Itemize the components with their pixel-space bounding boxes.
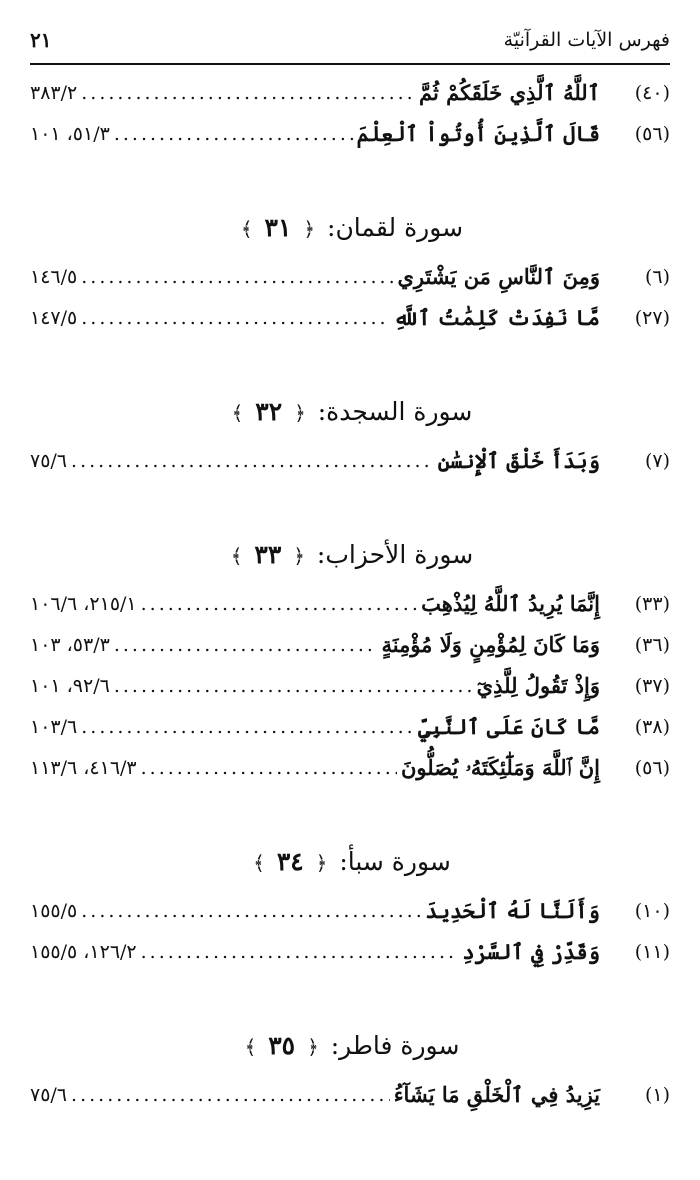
surah-number: ٣٢ bbox=[255, 397, 283, 426]
surah-section-fatir bbox=[30, 1024, 670, 1115]
index-row bbox=[30, 890, 670, 931]
ornate-bracket-open: ﴿ bbox=[293, 544, 305, 568]
verse-text: ٱللَّهُ ٱلَّذِي خَلَقَكُمْ ثُمَّ bbox=[419, 80, 600, 105]
index-row bbox=[30, 297, 670, 338]
page-reference: ٤١٦/٣، ١١٣/٦ bbox=[30, 756, 137, 779]
leader-dots bbox=[81, 266, 393, 288]
page-reference: ١٥٥/٥ bbox=[30, 899, 78, 922]
verse-text: يَزِيدُ فِي ٱلْخَلْقِ مَا يَشَآءُ bbox=[393, 1082, 600, 1107]
header-rule bbox=[30, 63, 670, 65]
verse-text: إِنَّمَا يُرِيدُ ٱللَّهُ لِيُذْهِبَ bbox=[421, 591, 600, 616]
page-reference: ٢١٥/١، ١٠٦/٦ bbox=[30, 592, 137, 615]
page-reference: ١٤٧/٥ bbox=[30, 306, 78, 329]
ornate-bracket-close: ﴾ bbox=[253, 851, 265, 875]
ornate-bracket-close: ﴾ bbox=[231, 401, 244, 425]
index-row bbox=[30, 113, 670, 154]
page-reference: ٧٥/٦ bbox=[30, 1083, 68, 1106]
index-row bbox=[30, 665, 670, 706]
index-row bbox=[30, 583, 670, 624]
page-reference: ٧٥/٦ bbox=[30, 449, 68, 472]
page-number: ٢١ bbox=[30, 28, 52, 52]
verse-number: (٣٧) bbox=[634, 674, 670, 697]
verse-number: (٣٨) bbox=[634, 715, 670, 738]
verse-text: وَبَدَأَ خَلْقَ ٱلْإِنسَٰنِ bbox=[437, 448, 600, 473]
leader-dots bbox=[71, 1084, 390, 1106]
surah-name: سورة فاطر: bbox=[330, 1031, 460, 1060]
ornate-bracket-open: ﴿ bbox=[303, 217, 316, 241]
index-row bbox=[30, 256, 670, 297]
verse-text: مَّا كَانَ عَلَى ٱلنَّبِيِّ bbox=[418, 714, 600, 739]
index-row bbox=[30, 931, 670, 972]
surah-name: سورة السجدة: bbox=[317, 397, 473, 426]
verse-number: (١١) bbox=[634, 940, 670, 963]
page-reference: ١٤٦/٥ bbox=[30, 265, 78, 288]
surah-number: ٣٣ bbox=[254, 540, 282, 569]
leader-dots bbox=[141, 593, 418, 615]
surah-number: ٣١ bbox=[264, 213, 292, 242]
surah-name: سورة الأحزاب: bbox=[316, 540, 474, 569]
top-rows bbox=[30, 72, 670, 154]
verse-text: إِنَّ ٱللَّهَ وَمَلَٰٓئِكَتَهُۥ يُصَلُّونَ bbox=[400, 754, 600, 780]
verse-text: وَمِنَ ٱلنَّاسِ مَن يَشْتَرِي bbox=[397, 264, 600, 289]
ornate-bracket-close: ﴾ bbox=[230, 544, 243, 568]
verse-number: (١٠) bbox=[634, 899, 670, 922]
running-title: فهرس الآيات القرآنيّة bbox=[503, 29, 670, 51]
surah-section-saba bbox=[30, 840, 670, 972]
leader-dots bbox=[141, 757, 397, 779]
index-row bbox=[30, 1074, 670, 1115]
surah-heading bbox=[30, 840, 670, 884]
page-reference: ١٢٦/٢، ١٥٥/٥ bbox=[30, 940, 137, 963]
page-reference: ٥١/٣، ١٠١ bbox=[30, 122, 110, 145]
verse-number: (١) bbox=[644, 1083, 670, 1106]
verse-number: (٧) bbox=[644, 449, 670, 472]
ornate-bracket-open: ﴿ bbox=[307, 1035, 319, 1059]
surah-section-luqman bbox=[30, 206, 670, 338]
verse-text: وَمَا كَانَ لِمُؤْمِنٍ وَلَا مُؤْمِنَةٍ bbox=[381, 632, 600, 657]
page-reference: ٣٨٣/٢ bbox=[30, 81, 78, 104]
leader-dots bbox=[81, 82, 415, 104]
surah-name: سورة لقمان: bbox=[327, 213, 464, 242]
ornate-bracket-open: ﴿ bbox=[315, 851, 328, 875]
verse-number: (٢٧) bbox=[634, 306, 670, 329]
verse-text: وَإِذْ تَقُولُ لِلَّذِيٓ bbox=[476, 673, 600, 698]
index-content bbox=[30, 72, 670, 1115]
index-row bbox=[30, 72, 670, 113]
leader-dots bbox=[81, 307, 389, 329]
verse-text: وَأَلَنَّا لَهُ ٱلْحَدِيدَ bbox=[425, 898, 600, 923]
surah-heading bbox=[30, 390, 670, 434]
leader-dots bbox=[114, 675, 473, 697]
index-row bbox=[30, 747, 670, 788]
surah-name: سورة سبأ: bbox=[339, 847, 451, 876]
ornate-bracket-close: ﴾ bbox=[240, 217, 253, 241]
verse-text: قَالَ ٱلَّذِينَ أُوتُواْ ٱلْعِلْمَ bbox=[356, 121, 600, 146]
verse-number: (٦) bbox=[644, 265, 670, 288]
ornate-bracket-open: ﴿ bbox=[294, 401, 306, 425]
page-reference: ١٠٣/٦ bbox=[30, 715, 78, 738]
page-reference: ٩٢/٦، ١٠١ bbox=[30, 674, 110, 697]
index-row bbox=[30, 624, 670, 665]
page-header bbox=[30, 22, 670, 58]
surah-section-ahzab bbox=[30, 533, 670, 788]
index-row bbox=[30, 706, 670, 747]
leader-dots bbox=[114, 634, 378, 656]
surah-heading bbox=[30, 1024, 670, 1068]
verse-number: (٣٣) bbox=[634, 592, 670, 615]
ornate-bracket-close: ﴾ bbox=[244, 1035, 257, 1059]
verse-text: وَقَدِّرْ فِي ٱلسَّرْدِ bbox=[462, 939, 600, 964]
leader-dots bbox=[141, 941, 459, 963]
surah-number: ٣٥ bbox=[268, 1031, 296, 1060]
surah-heading bbox=[30, 206, 670, 250]
surah-number: ٣٤ bbox=[276, 847, 304, 876]
surah-section-sajda bbox=[30, 390, 670, 481]
leader-dots bbox=[114, 123, 353, 145]
index-row bbox=[30, 440, 670, 481]
leader-dots bbox=[81, 900, 421, 922]
leader-dots bbox=[81, 716, 414, 738]
verse-number: (٥٦) bbox=[634, 122, 670, 145]
verse-text: مَّا نَفِدَتْ كَلِمَٰتُ ٱللَّهِ bbox=[393, 305, 600, 330]
verse-number: (٥٦) bbox=[634, 756, 670, 779]
surah-heading bbox=[30, 533, 670, 577]
verse-number: (٣٦) bbox=[634, 633, 670, 656]
leader-dots bbox=[71, 450, 434, 472]
page-reference: ٥٣/٣، ١٠٣ bbox=[30, 633, 110, 656]
verse-number: (٤٠) bbox=[634, 81, 670, 104]
